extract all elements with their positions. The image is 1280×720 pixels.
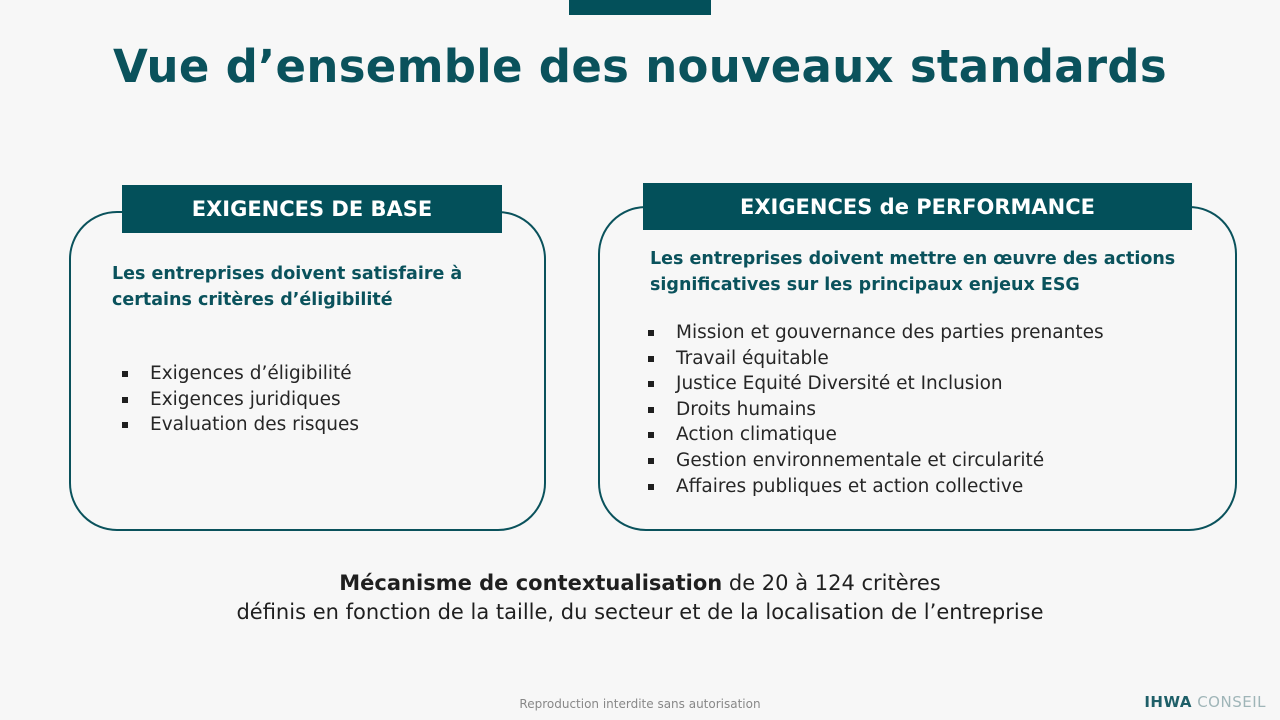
item-text: Mission et gouvernance des parties prenantes <box>676 322 1104 343</box>
bullet-icon <box>648 484 654 490</box>
bullet-icon <box>122 371 128 377</box>
page-title: Vue d’ensemble des nouveaux standards <box>112 40 1167 93</box>
item-text: Gestion environnementale et circularité <box>676 449 1045 471</box>
bullet-icon <box>648 407 654 413</box>
item-text: Exigences d’éligibilité <box>150 363 352 384</box>
bullet-icon <box>122 422 128 428</box>
item-text: Droits humains <box>676 398 816 420</box>
list-item <box>648 371 1104 397</box>
company-logo <box>1144 693 1266 711</box>
list-item <box>122 361 359 387</box>
list-item <box>648 448 1104 474</box>
list-item <box>648 474 1104 500</box>
list-item <box>122 387 359 413</box>
bullet-icon <box>648 432 654 438</box>
performance-requirements-lead: Les entreprises doivent mettre en œuvre des actions significatives sur les principaux enjeux ESG <box>650 249 1176 295</box>
base-requirements-list <box>122 361 359 438</box>
top-accent-bar <box>569 0 711 15</box>
note-bold: Mécanisme de contextualisation <box>339 571 723 595</box>
list-item <box>648 320 1104 346</box>
bullet-icon <box>122 397 128 403</box>
item-text: Justice Equité Diversité et Inclusion <box>676 373 1003 395</box>
logo-part-1: IHWA <box>1144 693 1192 711</box>
base-requirements-header: EXIGENCES DE BASE <box>122 185 502 233</box>
item-text: Evaluation des risques <box>150 414 360 436</box>
performance-requirements-header: EXIGENCES de PERFORMANCE <box>643 183 1192 230</box>
bullet-icon <box>648 356 654 362</box>
list-item <box>648 422 1104 448</box>
list-item <box>648 397 1104 423</box>
performance-requirements-list <box>648 320 1104 499</box>
list-item <box>648 346 1104 372</box>
item-text: Action climatique <box>676 424 837 446</box>
logo-part-2: CONSEIL <box>1191 693 1266 711</box>
item-text: Exigences juridiques <box>150 388 341 410</box>
item-text: Affaires publiques et action collective <box>676 475 1024 497</box>
note-rest: de 20 à 124 critères <box>722 571 941 595</box>
contextualisation-note <box>0 569 1280 627</box>
bullet-icon <box>648 458 654 464</box>
footer-copyright: Reproduction interdite sans autorisation <box>519 697 761 711</box>
base-requirements-lead: Les entreprises doivent satisfaire à certains critères d’éligibilité <box>112 264 463 310</box>
bullet-icon <box>648 330 654 336</box>
item-text: Travail équitable <box>676 347 829 369</box>
list-item <box>122 412 359 438</box>
note-line2: définis en fonction de la taille, du secteur et de la localisation de l’entreprise <box>236 600 1044 624</box>
bullet-icon <box>648 381 654 387</box>
